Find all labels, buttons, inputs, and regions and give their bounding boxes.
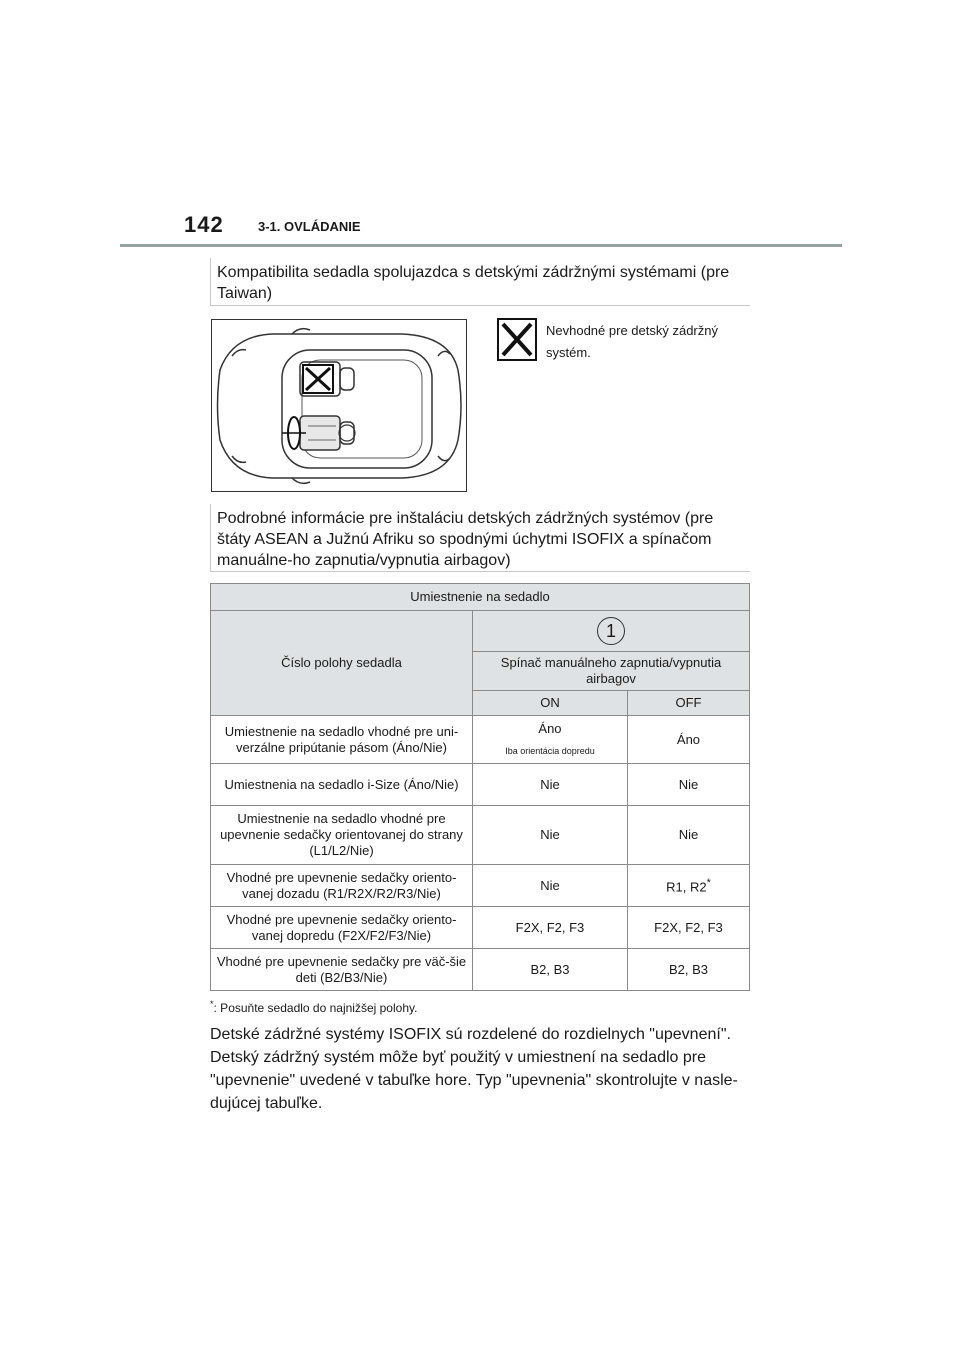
- table-row: [211, 865, 750, 907]
- section-title: 3-1. OVLÁDANIE: [258, 219, 361, 234]
- cell-off: B2, B3: [627, 949, 749, 991]
- row-label: Umiestnenia na sedadlo i-Size (Áno/Nie): [211, 764, 473, 806]
- table-header-row: [211, 611, 750, 652]
- cell-on: Nie: [473, 806, 628, 865]
- table-row: [211, 806, 750, 865]
- airbag-switch-label: Spínač manuálneho zapnutia/vypnutia airbagov: [473, 652, 750, 691]
- footnote: [210, 999, 417, 1015]
- row-label: Vhodné pre upevnenie sedačky oriento-vanej dozadu (R1/R2X/R2/R3/Nie): [211, 865, 473, 907]
- car-top-view-illustration: [212, 320, 466, 491]
- page-number: 142: [184, 212, 224, 237]
- footnote-text: : Posuňte sedadlo do najnižšej polohy.: [213, 1001, 418, 1015]
- cell-note: Iba orientácia dopredu: [505, 745, 595, 756]
- footnote-mark: *: [706, 877, 711, 890]
- row-label: Umiestnenie na sedadlo vhodné pre uni-verzálne pripútanie pásom (Áno/Nie): [211, 716, 473, 764]
- cell-off: Nie: [627, 764, 749, 806]
- isofix-caption: Podrobné informácie pre inštaláciu detských zádržných systémov (pre štáty ASEAN a Južnú Afriku so spodnými úchytmi ISOFIX a spínačom manuálne-ho zapnutia/vypnutia airbagov): [210, 504, 750, 572]
- seat-position-number-cell: [473, 611, 750, 652]
- cell-on: Nie: [473, 764, 628, 806]
- column-on: ON: [473, 691, 628, 716]
- cell-on: Nie: [473, 865, 628, 907]
- seat-compatibility-table: [210, 583, 750, 991]
- taiwan-compatibility-caption: Kompatibilita sedadla spolujazdca s detskými zádržnými systémami (pre Taiwan): [210, 258, 750, 306]
- table-row: [211, 907, 750, 949]
- table-title: Umiestnenie na sedadlo: [211, 584, 750, 611]
- row-label: Vhodné pre upevnenie sedačky oriento-vanej dopredu (F2X/F2/F3/Nie): [211, 907, 473, 949]
- cell-on: F2X, F2, F3: [473, 907, 628, 949]
- cell-value: Áno: [538, 720, 562, 736]
- cell-off: Nie: [627, 806, 749, 865]
- body-paragraph: Detské zádržné systémy ISOFIX sú rozdelené do rozdielnych "upevnení". Detský zádržný systém môže byť použitý v umiestnení na sedadlo pre "upevnenie" uvedené v tabuľke hore. Typ "upevnenia" skontrolujte v nasle-dujúcej tabuľke.: [210, 1026, 738, 1112]
- unsuitable-x-icon: [497, 318, 537, 361]
- column-off: OFF: [627, 691, 749, 716]
- cell-off: [627, 865, 749, 907]
- table-row: [211, 716, 750, 764]
- cell-on: B2, B3: [473, 949, 628, 991]
- table-row: [211, 949, 750, 991]
- table-row: [211, 764, 750, 806]
- header-rule: [120, 244, 842, 247]
- cell-value: R1, R2: [666, 879, 707, 895]
- cell-on: [473, 716, 628, 764]
- cell-off: Áno: [627, 716, 749, 764]
- car-seat-diagram: [211, 319, 467, 492]
- row-label: Umiestnenie na sedadlo vhodné pre upevnenie sedačky orientovanej do strany (L1/L2/Nie): [211, 806, 473, 865]
- cell-off: F2X, F2, F3: [627, 907, 749, 949]
- table-header-row: [211, 584, 750, 611]
- seat-position-number: 1: [597, 617, 625, 645]
- legend-text: Nevhodné pre detský zádržný systém.: [546, 323, 718, 360]
- seat-position-label: Číslo polohy sedadla: [211, 611, 473, 716]
- footnote-mark: *: [210, 999, 214, 1009]
- row-label: Vhodné pre upevnenie sedačky pre väč-šie deti (B2/B3/Nie): [211, 949, 473, 991]
